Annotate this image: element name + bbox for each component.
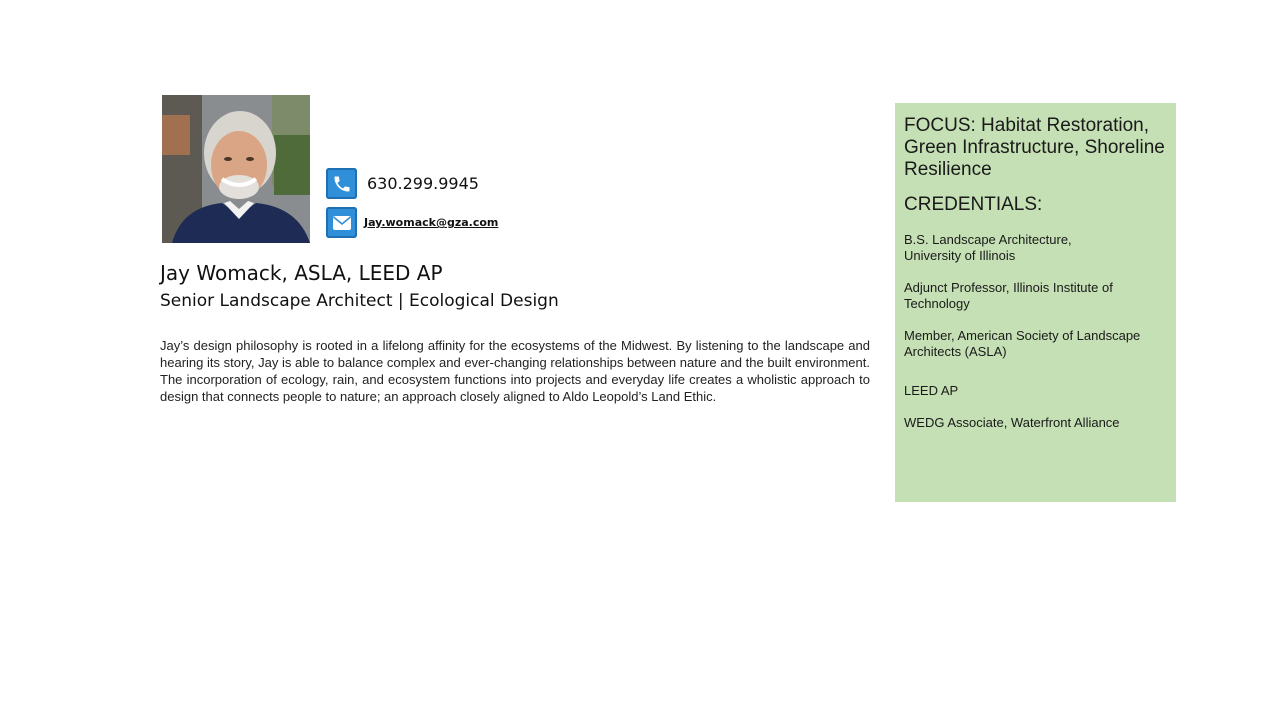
phone-icon [326, 168, 357, 199]
credentials-list [904, 232, 1167, 431]
credential-item: Adjunct Professor, Illinois Institute of Technology [904, 280, 1113, 311]
email-contact[interactable] [326, 207, 498, 238]
person-name: Jay Womack, ASLA, LEED AP [160, 261, 443, 285]
credential-item: WEDG Associate, Waterfront Alliance [904, 415, 1120, 430]
focus-text: FOCUS: Habitat Restoration, Green Infrastructure, Shoreline Resilience [904, 115, 1165, 180]
phone-contact[interactable] [326, 168, 479, 199]
credential-item: B.S. Landscape Architecture, University of Illinois [904, 232, 1072, 263]
email-link[interactable]: Jay.womack@gza.com [364, 216, 499, 229]
headshot-photo [162, 95, 310, 243]
credentials-sidebar [895, 103, 1176, 502]
bio-paragraph: Jay’s design philosophy is rooted in a lifelong affinity for the ecosystems of the Midwest. By listening to the landscape and hearing its story, Jay is able to balance complex and ever-changing relationships between nature and the built environment. The incorporation of ecology, rain, and ecosystem functions into projects and everyday life creates a wholistic approach to design that connects people to nature; an approach closely aligned to Aldo Leopold’s Land Ethic. [160, 338, 870, 404]
credentials-heading: CREDENTIALS: [904, 194, 1043, 215]
person-title: Senior Landscape Architect | Ecological Design [160, 291, 559, 311]
envelope-icon [326, 207, 357, 238]
credential-item: Member, American Society of Landscape Architects (ASLA) [904, 328, 1141, 359]
phone-number: 630.299.9945 [367, 174, 479, 193]
credential-item: LEED AP [904, 383, 959, 398]
